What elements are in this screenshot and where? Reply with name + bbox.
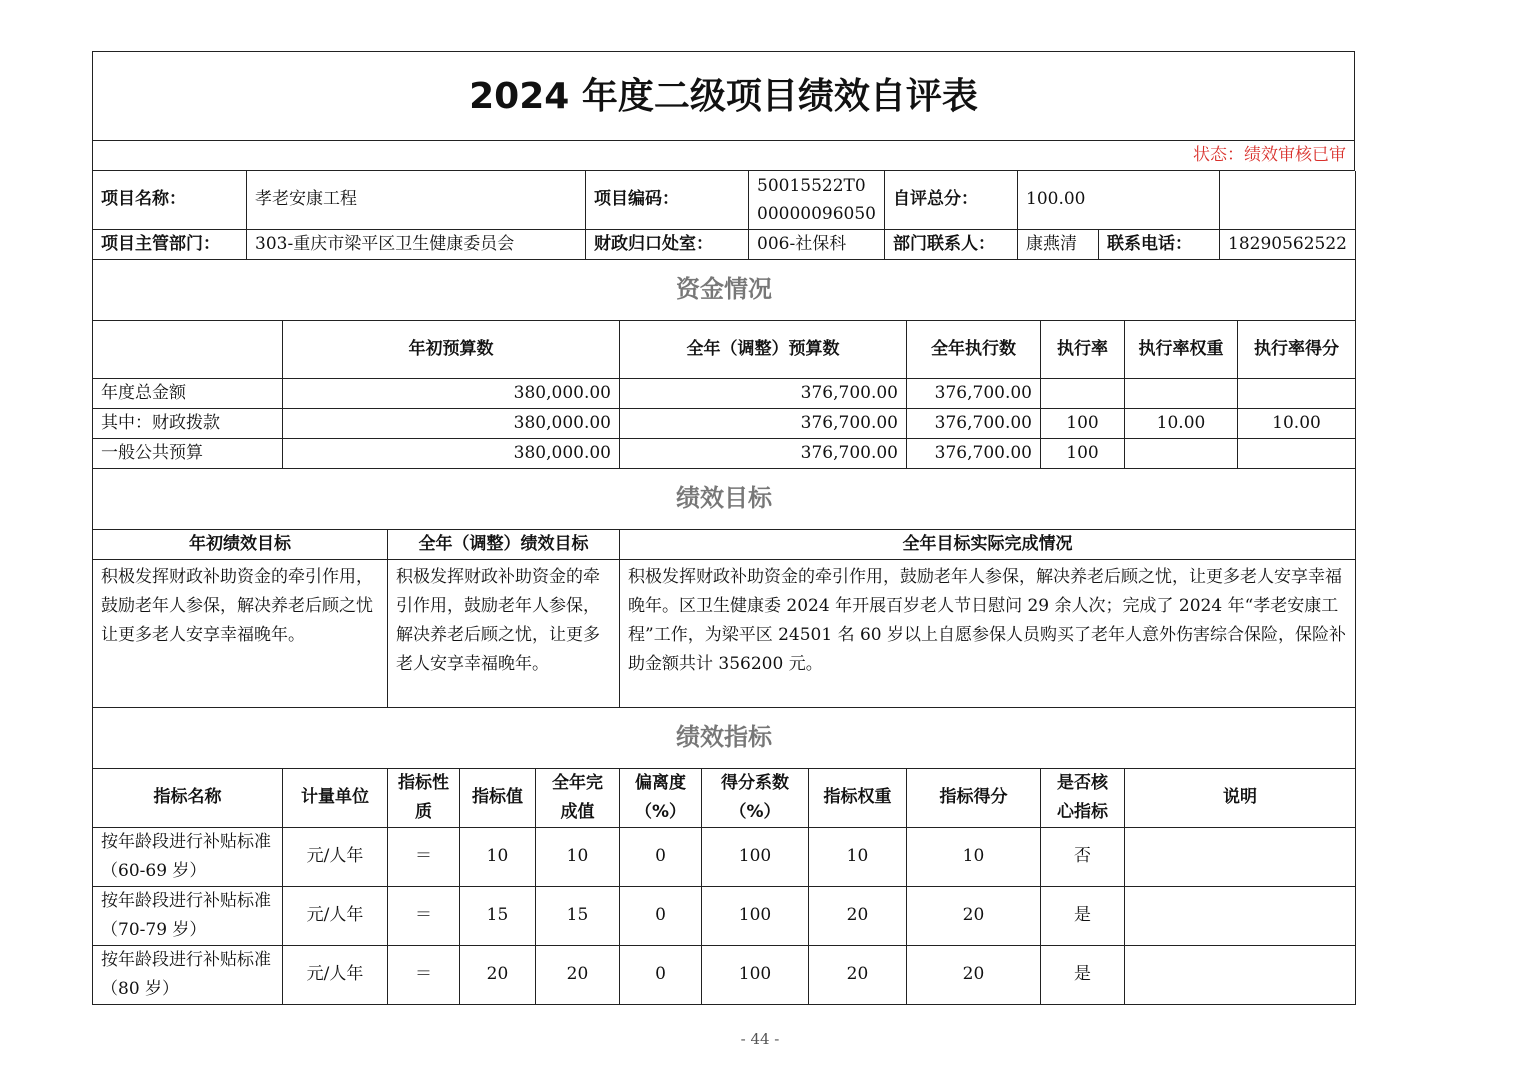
indicator-header: 指标得分 [907, 768, 1041, 827]
indicator-header: 说明 [1125, 768, 1356, 827]
indicator-header: 偏离度（%） [620, 768, 702, 827]
funds-cell: 376,700.00 [620, 438, 907, 468]
funds-cell [1238, 378, 1356, 408]
table-row [93, 945, 1356, 1004]
page-number: - 44 - [740, 1030, 780, 1048]
evaluation-form [92, 51, 1355, 1005]
funds-header: 年初预算数 [283, 320, 620, 378]
funds-cell: 376,700.00 [907, 378, 1041, 408]
funds-section-title: 资金情况 [93, 260, 1356, 321]
indicator-cell: 是 [1041, 945, 1125, 1004]
funds-cell: 376,700.00 [907, 408, 1041, 438]
indicator-header: 指标名称 [93, 768, 283, 827]
indicators-table [92, 708, 1356, 1005]
finance: 006-社保科 [749, 229, 885, 259]
dept-label: 项目主管部门： [93, 229, 247, 259]
indicator-cell: 10 [460, 827, 536, 886]
indicator-cell: 20 [907, 945, 1041, 1004]
indicator-cell: 20 [809, 945, 907, 1004]
table-row [93, 886, 1356, 945]
page-title: 2024 年度二级项目绩效自评表 [93, 52, 1355, 141]
indicator-cell: ＝ [388, 827, 460, 886]
indicator-cell: 15 [536, 886, 620, 945]
empty-cell [1220, 171, 1356, 229]
indicator-header: 计量单位 [283, 768, 388, 827]
phone-label: 联系电话： [1099, 229, 1220, 259]
indicator-cell: 100 [702, 886, 809, 945]
actual-completion-text: 积极发挥财政补助资金的牵引作用，鼓励老年人参保，解决养老后顾之忧，让更多老人安享幸福晚年。区卫生健康委 2024 年开展百岁老人节日慰问 29 余人次；完成了 2024 年“孝老安康工程”工作，为梁平区 24501 名 60 岁以上自愿参保人员购买了老年人意外伤害综合保险，保险补助金额共计 356200 元。 [620, 559, 1356, 707]
table-row [93, 827, 1356, 886]
indicator-cell: 是 [1041, 886, 1125, 945]
indicator-cell: ＝ [388, 886, 460, 945]
funds-header: 全年执行数 [907, 320, 1041, 378]
table-row [93, 408, 1356, 438]
funds-cell: 一般公共预算 [93, 438, 283, 468]
indicator-cell [1125, 886, 1356, 945]
project-name-label: 项目名称： [93, 171, 247, 229]
indicator-cell: 20 [536, 945, 620, 1004]
dept: 303-重庆市梁平区卫生健康委员会 [247, 229, 586, 259]
table-row [93, 378, 1356, 408]
indicator-cell: 100 [702, 827, 809, 886]
goals-section-title: 绩效目标 [93, 469, 1356, 530]
funds-cell: 年度总金额 [93, 378, 283, 408]
indicator-header: 指标值 [460, 768, 536, 827]
indicator-cell: 15 [460, 886, 536, 945]
funds-cell: 380,000.00 [283, 438, 620, 468]
total-score-label: 自评总分： [885, 171, 1018, 229]
indicator-cell: 10 [907, 827, 1041, 886]
funds-cell [1125, 438, 1238, 468]
indicator-cell: 0 [620, 827, 702, 886]
funds-cell: 380,000.00 [283, 378, 620, 408]
initial-goal-text: 积极发挥财政补助资金的牵引作用，鼓励老年人参保，解决养老后顾之忧让更多老人安享幸福晚年。 [93, 559, 388, 707]
funds-cell: 376,700.00 [620, 378, 907, 408]
project-code: 50015522T000000096050 [749, 171, 885, 229]
indicator-cell: 100 [702, 945, 809, 1004]
indicator-cell: 否 [1041, 827, 1125, 886]
contact: 康燕清 [1018, 229, 1099, 259]
finance-label: 财政归口处室： [586, 229, 749, 259]
total-score: 100.00 [1018, 171, 1220, 229]
indicator-cell: 20 [907, 886, 1041, 945]
indicator-cell: 0 [620, 945, 702, 1004]
project-info-table [92, 171, 1356, 260]
indicator-cell: 10 [536, 827, 620, 886]
indicator-header: 指标权重 [809, 768, 907, 827]
funds-header: 全年（调整）预算数 [620, 320, 907, 378]
indicator-cell: 按年龄段进行补贴标准（70-79 岁） [93, 886, 283, 945]
funds-cell [1125, 378, 1238, 408]
indicator-cell: 20 [460, 945, 536, 1004]
phone: 18290562522 [1220, 229, 1356, 259]
project-name: 孝老安康工程 [247, 171, 586, 229]
indicator-cell: ＝ [388, 945, 460, 1004]
funds-header: 执行率 [1041, 320, 1125, 378]
funds-table [92, 260, 1356, 469]
adjusted-goal-text: 积极发挥财政补助资金的牵引作用，鼓励老年人参保，解决养老后顾之忧，让更多老人安享幸福晚年。 [388, 559, 620, 707]
funds-header [93, 320, 283, 378]
funds-cell: 10.00 [1238, 408, 1356, 438]
indicator-header: 是否核心指标 [1041, 768, 1125, 827]
indicator-cell: 元/人年 [283, 886, 388, 945]
funds-header: 执行率得分 [1238, 320, 1356, 378]
indicator-cell: 按年龄段进行补贴标准（80 岁） [93, 945, 283, 1004]
funds-cell: 376,700.00 [907, 438, 1041, 468]
title-table [92, 51, 1355, 171]
funds-cell: 其中：财政拨款 [93, 408, 283, 438]
indicator-cell [1125, 827, 1356, 886]
indicator-cell [1125, 945, 1356, 1004]
indicator-header: 指标性质 [388, 768, 460, 827]
goals-header: 全年（调整）绩效目标 [388, 529, 620, 559]
funds-cell [1238, 438, 1356, 468]
project-code-label: 项目编码： [586, 171, 749, 229]
indicator-cell: 10 [809, 827, 907, 886]
goals-table [92, 469, 1356, 708]
indicators-section-title: 绩效指标 [93, 708, 1356, 769]
indicator-header: 全年完成值 [536, 768, 620, 827]
goals-header: 全年目标实际完成情况 [620, 529, 1356, 559]
indicator-header: 得分系数（%） [702, 768, 809, 827]
indicator-cell: 元/人年 [283, 945, 388, 1004]
funds-cell [1041, 378, 1125, 408]
indicator-cell: 0 [620, 886, 702, 945]
funds-cell: 376,700.00 [620, 408, 907, 438]
indicator-cell: 按年龄段进行补贴标准（60-69 岁） [93, 827, 283, 886]
funds-cell: 100 [1041, 408, 1125, 438]
funds-cell: 380,000.00 [283, 408, 620, 438]
goals-header: 年初绩效目标 [93, 529, 388, 559]
funds-cell: 10.00 [1125, 408, 1238, 438]
status-badge: 状态：绩效审核已审 [93, 141, 1355, 171]
funds-header: 执行率权重 [1125, 320, 1238, 378]
indicator-cell: 20 [809, 886, 907, 945]
indicator-cell: 元/人年 [283, 827, 388, 886]
funds-cell: 100 [1041, 438, 1125, 468]
table-row [93, 438, 1356, 468]
contact-label: 部门联系人： [885, 229, 1018, 259]
